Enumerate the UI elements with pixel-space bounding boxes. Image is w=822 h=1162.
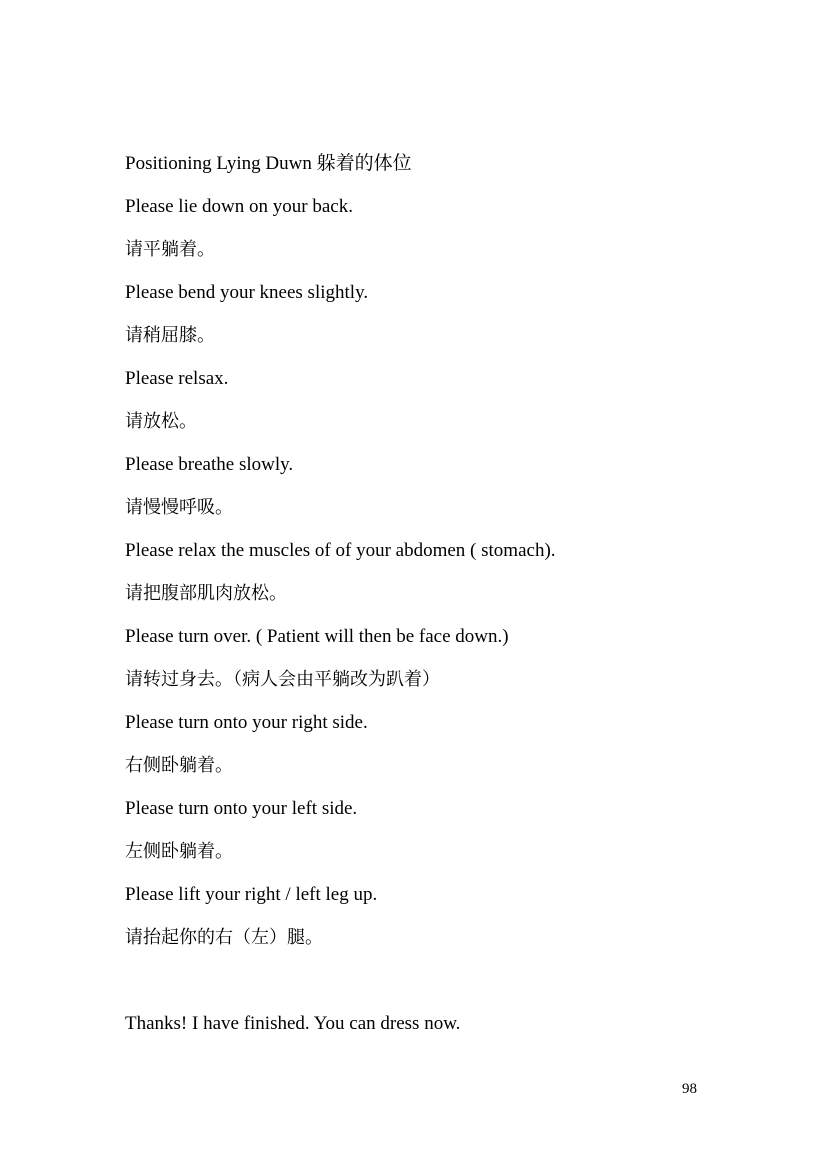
phrase-english: Please turn over. ( Patient will then be face down.) <box>125 626 509 647</box>
phrase-english: Please turn onto your left side. <box>125 798 358 819</box>
phrase-chinese: 请把腹部肌肉放松。 <box>125 583 287 604</box>
phrase-chinese: 请慢慢呼吸。 <box>125 497 233 518</box>
page-number: 98 <box>682 1081 697 1097</box>
phrase-english: Please lift your right / left leg up. <box>125 884 378 905</box>
phrase-english: Please relsax. <box>125 368 229 389</box>
phrase-chinese: 请抬起你的右（左）腿。 <box>125 927 323 948</box>
phrase-chinese: 请稍屈膝。 <box>125 325 215 346</box>
document-body <box>125 150 745 1053</box>
phrase-english: Please breathe slowly. <box>125 454 294 475</box>
phrase-english: Please relax the muscles of of your abdomen ( stomach). <box>125 540 556 561</box>
closing-phrase: Thanks! I have finished. You can dress now. <box>125 1013 461 1034</box>
phrase-english: Please lie down on your back. <box>125 196 353 217</box>
phrase-english: Please turn onto your right side. <box>125 712 368 733</box>
phrase-english: Please bend your knees slightly. <box>125 282 369 303</box>
phrase-chinese: 左侧卧躺着。 <box>125 841 233 862</box>
phrase-chinese: 请平躺着。 <box>125 239 215 260</box>
phrase-chinese: 请转过身去。（病人会由平躺改为趴着） <box>125 669 440 690</box>
phrase-chinese: 请放松。 <box>125 411 197 432</box>
phrase-chinese: 右侧卧躺着。 <box>125 755 233 776</box>
section-title: Positioning Lying Duwn 躲着的体位 <box>125 153 412 174</box>
blank-line <box>125 967 745 1010</box>
